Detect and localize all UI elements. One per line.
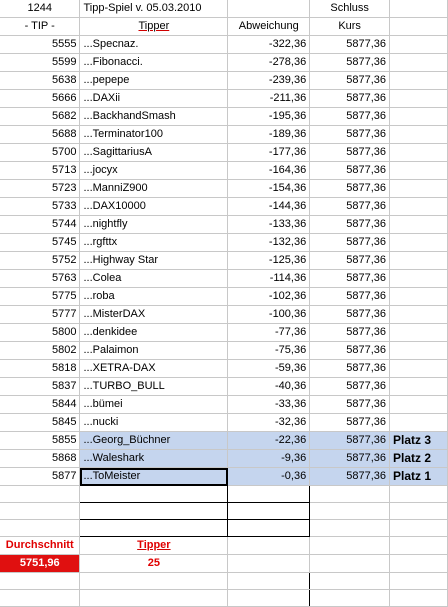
empty-cell[interactable] [80,520,228,537]
tip-cell[interactable]: 5877 [0,468,80,486]
tipper-name-cell[interactable]: ...roba [80,288,228,306]
tipper-header-cell[interactable] [80,18,228,36]
empty-cell[interactable] [80,590,228,607]
tip-cell[interactable]: 5800 [0,324,80,342]
table-row [0,72,448,90]
kurs-cell[interactable]: 5877,36 [310,90,390,108]
empty-cell[interactable] [228,573,310,590]
empty-row [0,486,448,503]
table-row [0,288,448,306]
empty-cell[interactable] [0,486,80,503]
tip-cell[interactable]: 5555 [0,36,80,54]
empty-cell[interactable] [0,503,80,520]
empty-cell[interactable] [0,573,80,590]
table-row [0,90,448,108]
table-row [0,468,448,486]
table-row [0,270,448,288]
tipper-name-cell[interactable]: ...Palaimon [80,342,228,360]
deviation-cell[interactable]: -144,36 [228,198,310,216]
tipper-count-value[interactable]: 25 [80,555,228,573]
empty-row [0,503,448,520]
kurs-cell[interactable]: 5877,36 [310,36,390,54]
tip-cell[interactable]: 5713 [0,162,80,180]
place-cell[interactable] [390,288,448,306]
kurs-cell[interactable]: 5877,36 [310,54,390,72]
place-cell[interactable] [390,324,448,342]
table-row [0,414,448,432]
tipper-header-label: Tipper [138,20,170,32]
empty-cell[interactable] [80,486,228,503]
deviation-cell[interactable]: -125,36 [228,252,310,270]
deviation-cell[interactable]: -33,36 [228,396,310,414]
tip-cell[interactable]: 5777 [0,306,80,324]
empty-cell[interactable] [310,573,390,590]
deviation-cell[interactable]: -77,36 [228,324,310,342]
tipper-name-cell[interactable]: ...Highway Star [80,252,228,270]
kurs-cell[interactable]: 5877,36 [310,108,390,126]
tip-cell[interactable]: 5599 [0,54,80,72]
place-cell[interactable] [390,180,448,198]
deviation-cell[interactable]: -164,36 [228,162,310,180]
table-row [0,432,448,450]
footer-label-row [0,537,448,555]
tip-cell[interactable]: 5763 [0,270,80,288]
deviation-cell[interactable]: -114,36 [228,270,310,288]
table-row [0,396,448,414]
place-cell[interactable]: Platz 3 [390,432,448,450]
tipper-name-cell[interactable]: ...Terminator100 [80,126,228,144]
empty-cell[interactable] [390,486,448,503]
deviation-cell[interactable]: -211,36 [228,90,310,108]
table-row [0,306,448,324]
table-row [0,216,448,234]
place-cell[interactable] [390,252,448,270]
place-cell[interactable] [390,414,448,432]
tipper-name-cell[interactable]: ...pepepe [80,72,228,90]
table-row [0,342,448,360]
tip-cell[interactable]: 5700 [0,144,80,162]
kurs-cell[interactable]: 5877,36 [310,396,390,414]
kurs-cell[interactable]: 5877,36 [310,234,390,252]
tip-cell[interactable]: 5802 [0,342,80,360]
tip-header-cell[interactable]: - TIP - [0,18,80,36]
empty-cell[interactable] [310,486,390,503]
empty-cell[interactable] [390,503,448,520]
tip-cell[interactable]: 5855 [0,432,80,450]
deviation-cell[interactable]: -40,36 [228,378,310,396]
kurs-cell[interactable]: 5877,36 [310,144,390,162]
deviation-cell[interactable]: -195,36 [228,108,310,126]
kurs-cell[interactable]: 5877,36 [310,198,390,216]
empty-row [0,573,448,590]
tipper-name-cell[interactable]: ...MisterDAX [80,306,228,324]
place-cell[interactable] [390,72,448,90]
tip-cell[interactable]: 5666 [0,90,80,108]
empty-cell[interactable] [390,0,448,18]
game-id-cell[interactable]: 1244 [0,0,80,18]
empty-cell[interactable] [80,503,228,520]
empty-cell[interactable] [310,537,390,555]
empty-cell[interactable] [390,590,448,607]
kurs-cell[interactable]: 5877,36 [310,72,390,90]
empty-cell[interactable] [228,0,310,18]
place-cell[interactable] [390,342,448,360]
durchschnitt-label[interactable]: Durchschnitt [0,537,80,555]
empty-cell[interactable] [228,520,310,537]
tip-cell[interactable]: 5723 [0,180,80,198]
tipper-name-cell[interactable]: ...XETRA-DAX [80,360,228,378]
table-row [0,234,448,252]
empty-cell[interactable] [390,555,448,573]
tipper-name-cell[interactable]: ...jocyx [80,162,228,180]
tipper-name-cell[interactable]: ...Fibonacci. [80,54,228,72]
tip-cell[interactable]: 5818 [0,360,80,378]
footer-value-row [0,555,448,573]
tipper-name-cell[interactable]: ...TURBO_BULL [80,378,228,396]
empty-cell[interactable] [310,590,390,607]
tipper-count-label-text: Tipper [137,539,171,551]
place-cell[interactable] [390,216,448,234]
empty-cell[interactable] [390,537,448,555]
kurs-cell[interactable]: 5877,36 [310,468,390,486]
kurs-header-cell[interactable]: Kurs [310,18,390,36]
tip-cell[interactable]: 5837 [0,378,80,396]
table-row [0,378,448,396]
tipper-name-cell[interactable]: ...nucki [80,414,228,432]
deviation-cell[interactable]: -0,36 [228,468,310,486]
table-row [0,162,448,180]
deviation-cell[interactable]: -59,36 [228,360,310,378]
place-cell[interactable] [390,378,448,396]
deviation-cell[interactable]: -102,36 [228,288,310,306]
title-cell[interactable]: Tipp-Spiel v. 05.03.2010 [80,0,228,18]
tipper-name-cell[interactable]: ...SagittariusA [80,144,228,162]
kurs-cell[interactable]: 5877,36 [310,216,390,234]
deviation-cell[interactable]: -32,36 [228,414,310,432]
place-cell[interactable] [390,360,448,378]
tipper-name-cell[interactable]: ...denkidee [80,324,228,342]
tip-cell[interactable]: 5682 [0,108,80,126]
deviation-cell[interactable]: -133,36 [228,216,310,234]
table-row [0,252,448,270]
tipper-name-cell[interactable]: ...nightfly [80,216,228,234]
tip-cell[interactable]: 5744 [0,216,80,234]
empty-cell[interactable] [390,520,448,537]
table-row [0,198,448,216]
table-row [0,144,448,162]
deviation-cell[interactable]: -322,36 [228,36,310,54]
deviation-cell[interactable]: -239,36 [228,72,310,90]
table-row [0,450,448,468]
empty-cell[interactable] [80,573,228,590]
table-row [0,360,448,378]
place-cell[interactable] [390,306,448,324]
kurs-cell[interactable]: 5877,36 [310,252,390,270]
tipper-name-cell[interactable]: ...DAX10000 [80,198,228,216]
tip-cell[interactable]: 5733 [0,198,80,216]
deviation-cell[interactable]: -154,36 [228,180,310,198]
tip-cell[interactable]: 5752 [0,252,80,270]
tipper-name-cell[interactable]: ...bümei [80,396,228,414]
tipper-name-cell[interactable]: ...ManniZ900 [80,180,228,198]
kurs-cell[interactable]: 5877,36 [310,450,390,468]
tip-cell[interactable]: 5745 [0,234,80,252]
tipper-name-cell[interactable]: ...DAXii [80,90,228,108]
place-cell[interactable] [390,162,448,180]
place-cell[interactable] [390,108,448,126]
deviation-cell[interactable]: -100,36 [228,306,310,324]
place-cell[interactable] [390,234,448,252]
empty-cell[interactable] [0,520,80,537]
tip-cell[interactable]: 5845 [0,414,80,432]
kurs-cell[interactable]: 5877,36 [310,324,390,342]
place-cell[interactable] [390,270,448,288]
kurs-cell[interactable]: 5877,36 [310,126,390,144]
tip-cell[interactable]: 5844 [0,396,80,414]
table-row [0,126,448,144]
empty-cell[interactable] [228,537,310,555]
empty-cell[interactable] [310,555,390,573]
deviation-cell[interactable]: -75,36 [228,342,310,360]
kurs-cell[interactable]: 5877,36 [310,360,390,378]
place-cell[interactable] [390,36,448,54]
empty-cell[interactable] [228,590,310,607]
place-cell[interactable] [390,198,448,216]
place-cell[interactable] [390,90,448,108]
table-row [0,54,448,72]
kurs-cell[interactable]: 5877,36 [310,162,390,180]
table-row [0,108,448,126]
deviation-cell[interactable]: -177,36 [228,144,310,162]
kurs-cell[interactable]: 5877,36 [310,378,390,396]
tip-cell[interactable]: 5638 [0,72,80,90]
deviation-cell[interactable]: -9,36 [228,450,310,468]
abweichung-header-cell[interactable]: Abweichung [228,18,310,36]
place-cell[interactable] [390,144,448,162]
kurs-cell[interactable]: 5877,36 [310,342,390,360]
kurs-cell[interactable]: 5877,36 [310,270,390,288]
empty-row [0,590,448,607]
kurs-cell[interactable]: 5877,36 [310,180,390,198]
tip-cell[interactable]: 5868 [0,450,80,468]
place-cell[interactable] [390,126,448,144]
deviation-cell[interactable]: -132,36 [228,234,310,252]
empty-cell[interactable] [390,18,448,36]
tipper-name-cell[interactable]: ...BackhandSmash [80,108,228,126]
empty-cell[interactable] [0,590,80,607]
tip-cell[interactable]: 5775 [0,288,80,306]
tip-cell[interactable]: 5688 [0,126,80,144]
deviation-cell[interactable]: -189,36 [228,126,310,144]
kurs-cell[interactable]: 5877,36 [310,432,390,450]
table-row [0,324,448,342]
place-cell[interactable]: Platz 1 [390,468,448,486]
header-row-2 [0,18,448,36]
empty-cell[interactable] [310,503,390,520]
tipper-count-label[interactable] [80,537,228,555]
deviation-cell[interactable]: -22,36 [228,432,310,450]
table-row [0,180,448,198]
kurs-cell[interactable]: 5877,36 [310,414,390,432]
empty-row [0,520,448,537]
empty-cell[interactable] [390,573,448,590]
empty-cell[interactable] [228,503,310,520]
schluss-header-cell[interactable]: Schluss [310,0,390,18]
deviation-cell[interactable]: -278,36 [228,54,310,72]
kurs-cell[interactable]: 5877,36 [310,306,390,324]
empty-cell[interactable] [228,486,310,503]
kurs-cell[interactable]: 5877,36 [310,288,390,306]
empty-cell[interactable] [310,520,390,537]
tipper-name-cell[interactable]: ...rgfttx [80,234,228,252]
tipper-name-cell[interactable]: ...Colea [80,270,228,288]
place-cell[interactable] [390,396,448,414]
durchschnitt-value[interactable]: 5751,96 [0,555,80,573]
tipper-name-cell[interactable]: ...Georg_Büchner [80,432,228,450]
tipper-name-cell[interactable]: ...Specnaz. [80,36,228,54]
tipper-name-cell[interactable]: ...Waleshark [80,450,228,468]
header-row-1 [0,0,448,18]
empty-cell[interactable] [228,555,310,573]
place-cell[interactable]: Platz 2 [390,450,448,468]
table-row [0,36,448,54]
place-cell[interactable] [390,54,448,72]
tipper-name-cell[interactable]: ...ToMeister [80,468,228,486]
